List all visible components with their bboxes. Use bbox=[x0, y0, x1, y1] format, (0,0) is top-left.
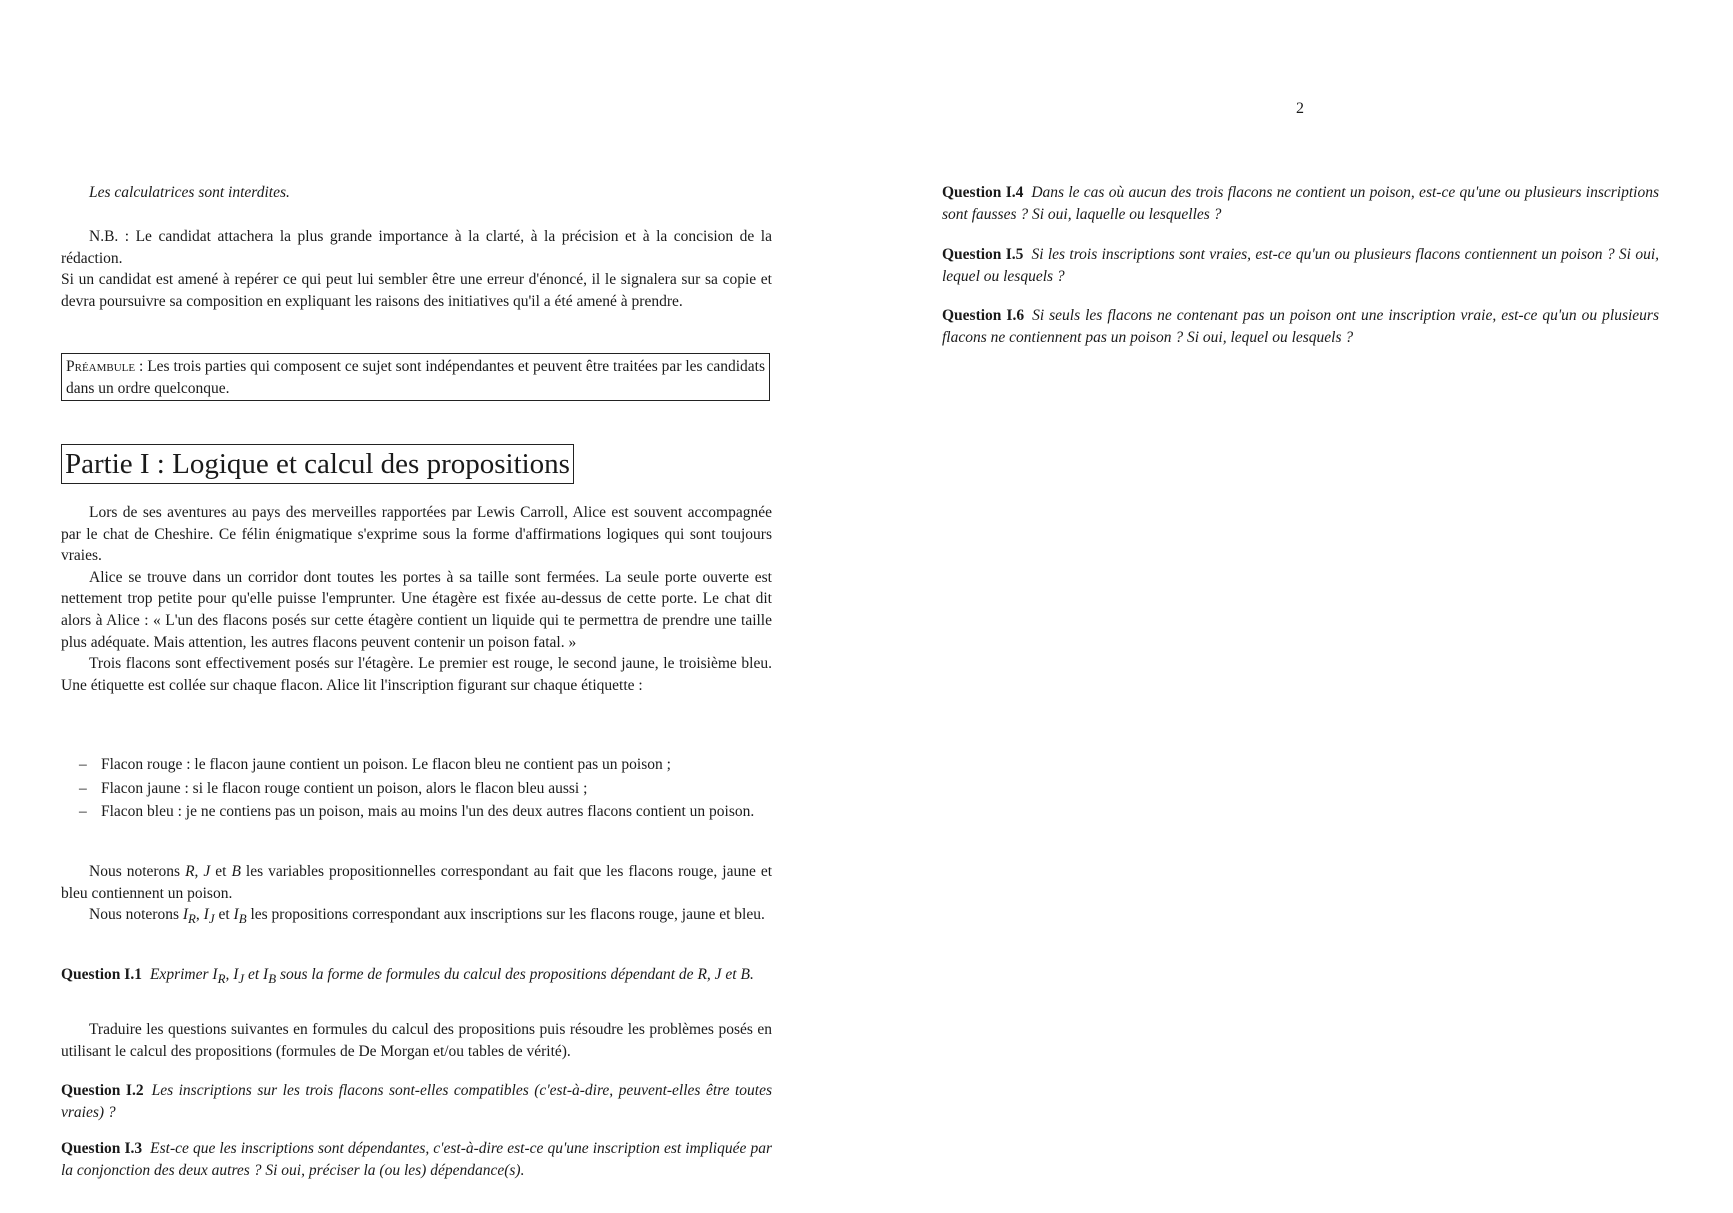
page-number: 2 bbox=[1296, 100, 1304, 117]
question-label: Question I.6 bbox=[942, 307, 1025, 324]
preamble-label: Préambule bbox=[66, 358, 136, 375]
calculator-notice bbox=[61, 182, 772, 204]
list-item: – Flacon bleu : je ne contiens pas un poison, mais au moins l'un des deux autres flacons contient un poison. bbox=[61, 801, 772, 823]
part-title: Partie I : Logique et calcul des propositions bbox=[61, 444, 574, 484]
question-label: Question I.4 bbox=[942, 184, 1024, 201]
question-1-3 bbox=[61, 1138, 772, 1181]
paragraph: Trois flacons sont effectivement posés sur l'étagère. Le premier est rouge, le second jaune, le troisième bleu. Une étiquette est collée sur chaque flacon. Alice lit l'inscription figurant sur chaque étiquette : bbox=[61, 655, 772, 694]
inscription-list bbox=[61, 754, 772, 825]
intro bbox=[61, 502, 772, 696]
question-label: Question I.5 bbox=[942, 246, 1024, 263]
list-item: – Flacon rouge : le flacon jaune contient un poison. Le flacon bleu ne contient pas un poison ; bbox=[61, 754, 772, 776]
preamble-text: : Les trois parties qui composent ce sujet sont indépendantes et peuvent être traitées par les candidats dans un ordre quelconque. bbox=[66, 358, 765, 397]
notation-variables: Nous noterons R, J et B les variables propositionnelles correspondant au fait que les flacons rouge, jaune et bleu contiennent un poison. bbox=[61, 863, 773, 902]
translate-instruction bbox=[61, 1019, 772, 1062]
nb-text: N.B. : Le candidat attachera la plus grande importance à la clarté, à la précision et à la concision de la rédaction. bbox=[61, 228, 772, 267]
instruction-text: Traduire les questions suivantes en formules du calcul des propositions puis résoudre les problèmes posés en utilisant le calcul des propositions (formules de De Morgan et/ou tables de vérité). bbox=[61, 1021, 772, 1060]
question-text: Si les trois inscriptions sont vraies, est-ce qu'un ou plusieurs flacons contiennent un poison ? Si oui, lequel ou lesquels ? bbox=[942, 246, 1659, 285]
question-1-1: Question I.1 Exprimer $I_R$, $I_J$ et $I_B$ sous la forme de formules du calcul des propositions dépendant de R, J et B. bbox=[61, 966, 754, 987]
list-item: – Flacon jaune : si le flacon rouge contient un poison, alors le flacon bleu aussi ; bbox=[61, 778, 772, 800]
notation bbox=[61, 861, 772, 930]
question-1-4 bbox=[942, 182, 1659, 225]
nb-error-text: Si un candidat est amené à repérer ce qui peut lui sembler être une erreur d'énoncé, il le signalera sur sa copie et devra poursuivre sa composition en expliquant les raisons des initiatives qu'il a été amené à prendre. bbox=[61, 271, 772, 310]
question-label: Question I.3 bbox=[61, 1140, 143, 1157]
nb-section bbox=[61, 226, 772, 312]
question-1-2 bbox=[61, 1080, 772, 1123]
paragraph: Alice se trouve dans un corridor dont toutes les portes à sa taille sont fermées. La seule porte ouverte est nettement trop petite pour qu'elle puisse l'emprunter. Une étagère est fixée au-dessus de cette porte. Le chat dit alors à Alice : « L'un des flacons posés sur cette étagère contient un liquide qui te permettra de prendre une taille plus adéquate. Mais attention, les autres flacons peuvent contenir un poison fatal. » bbox=[61, 568, 772, 651]
question-1-5 bbox=[942, 244, 1659, 287]
question-label: Question I.2 bbox=[61, 1082, 144, 1099]
question-text: Si seuls les flacons ne contenant pas un poison ont une inscription vraie, est-ce qu'un ou plusieurs flacons ne contiennent pas un poison ? Si oui, lequel ou lesquels ? bbox=[942, 307, 1659, 346]
question-1-6 bbox=[942, 305, 1659, 348]
question-text: Les inscriptions sur les trois flacons sont-elles compatibles (c'est-à-dire, peuvent-elles être toutes vraies) ? bbox=[61, 1082, 772, 1121]
question-label: Question I.1 bbox=[61, 966, 142, 983]
notation-propositions: Nous noterons $I_R$, $I_J$ et $I_B$ les propositions correspondant aux inscriptions sur les flacons rouge, jaune et bleu. bbox=[89, 906, 765, 927]
notice-text: Les calculatrices sont interdites. bbox=[89, 184, 290, 201]
question-text: Dans le cas où aucun des trois flacons ne contient un poison, est-ce qu'une ou plusieurs inscriptions sont fausses ? Si oui, laquelle ou lesquelles ? bbox=[942, 184, 1659, 223]
question-text: Est-ce que les inscriptions sont dépendantes, c'est-à-dire est-ce qu'une inscription est impliquée par la conjonction des deux autres ? Si oui, préciser la (ou les) dépendance(s). bbox=[61, 1140, 772, 1179]
preamble-box bbox=[61, 353, 770, 401]
paragraph: Lors de ses aventures au pays des merveilles rapportées par Lewis Carroll, Alice est souvent accompagnée par le chat de Cheshire. Ce félin énigmatique s'exprime sous la forme d'affirmations logiques qui sont toujours vraies. bbox=[61, 504, 772, 565]
